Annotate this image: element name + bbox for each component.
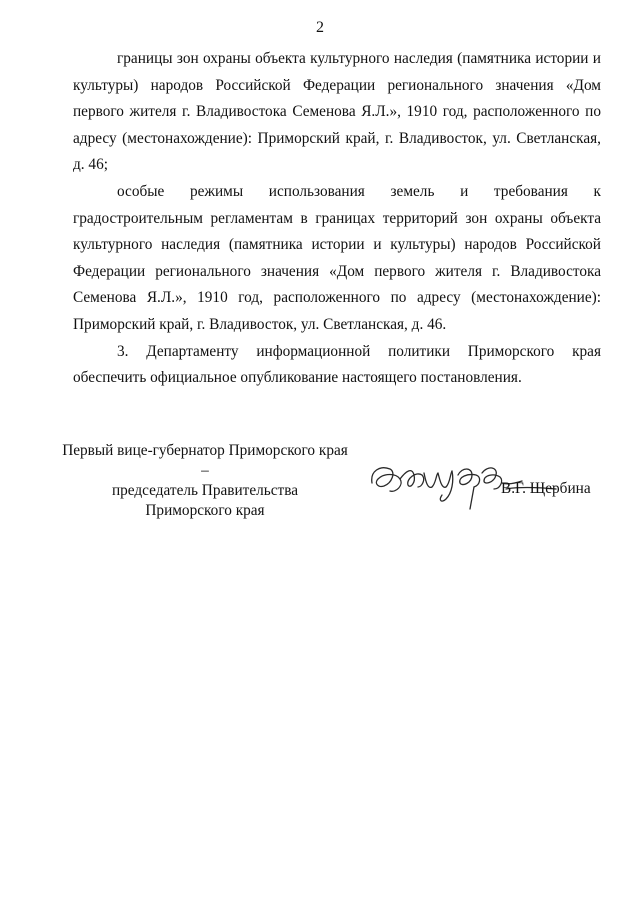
signature-block — [60, 441, 620, 519]
paragraph-protection-zone-boundaries: границы зон охраны объекта культурного наследия (памятника истории и культуры) народов Российской Федерации регионального значения «Дом первого жителя г. Владивостока Семенова Я.Л.», 1910 год, расположенного по адресу (местонахождение): Приморский край, г. Владивосток, ул. Светланская, д. 46; — [73, 50, 601, 174]
signatory-title-line: председатель Правительства — [111, 482, 299, 499]
document-body — [73, 46, 601, 392]
signatory-name: В.Г. Щербина — [501, 480, 591, 497]
signatory-title-line: Приморского края — [145, 502, 265, 519]
page-number: 2 — [316, 19, 324, 36]
signatory-title — [60, 441, 350, 521]
signatory-title-line: Первый вице-губернатор Приморского края – — [62, 442, 348, 479]
paragraph-publication-order: 3. Департаменту информационной политики Приморского края обеспечить официальное опубликование настоящего постановления. — [73, 342, 601, 387]
paragraph-land-use-regimes: особые режимы использования земель и требования к градостроительным регламентам в границах территорий зон охраны объекта культурного наследия (памятника истории и культуры) народов Российской Федерации регионального значения «Дом первого жителя г. Владивостока Семенова Я.Л.», 1910 год, расположенного по адресу (местонахождение): Приморский край, г. Владивосток, ул. Светланская, д. 46. — [73, 182, 601, 333]
